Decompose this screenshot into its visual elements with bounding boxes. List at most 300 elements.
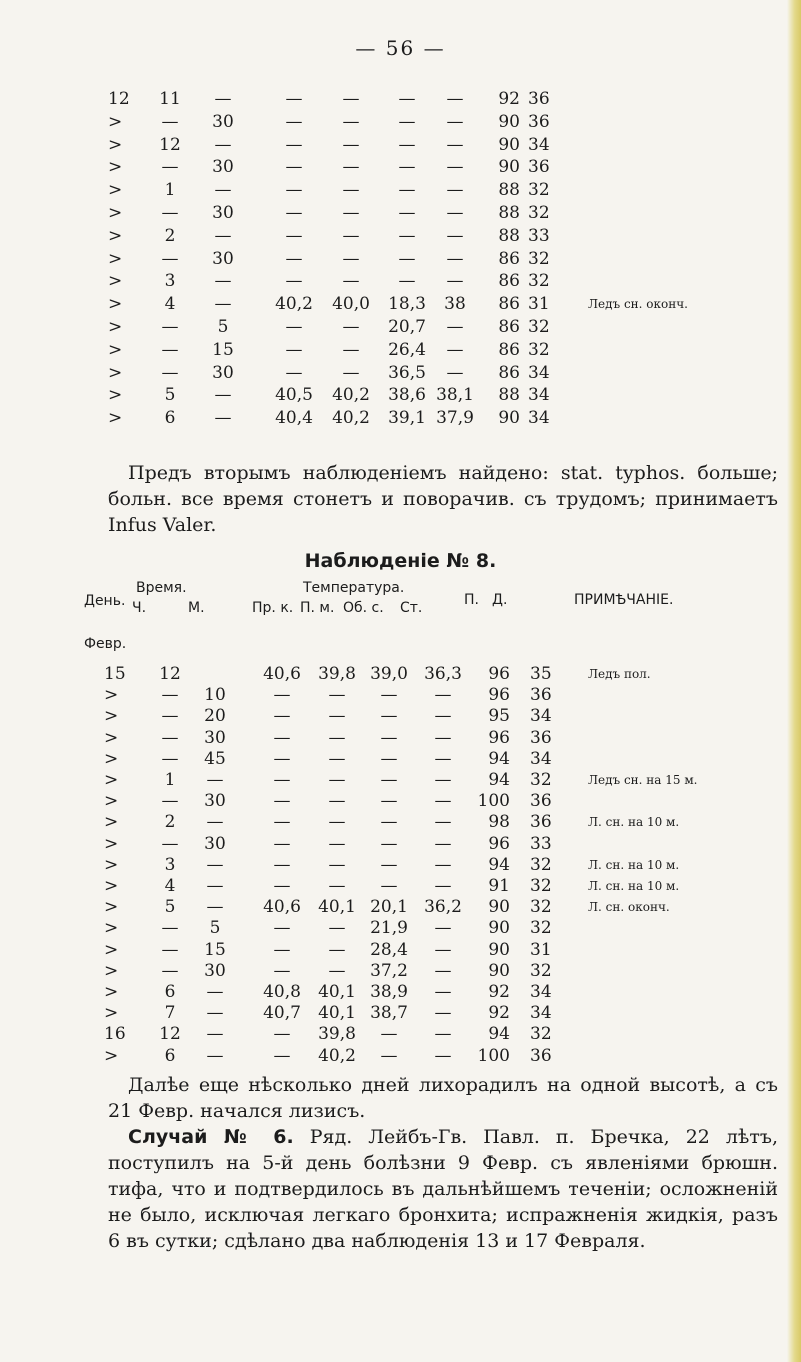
cell-t1: 40,7: [263, 1003, 301, 1024]
cell-dd: 34: [530, 748, 552, 769]
cell-t3: —: [398, 134, 416, 155]
cell-t2: —: [342, 339, 360, 360]
cell-t1: 40,2: [275, 294, 313, 315]
cell-m: 5: [209, 918, 221, 939]
cell-t2: —: [328, 727, 346, 748]
cell-t4: —: [434, 918, 452, 939]
cell-t3: —: [380, 854, 398, 875]
cell-t2: —: [328, 939, 346, 960]
cell-h: —: [161, 748, 179, 769]
cell-m: 20: [204, 706, 226, 727]
cell-t1: —: [273, 854, 291, 875]
cell-t4: —: [434, 876, 452, 896]
cell-d: >: [108, 225, 123, 246]
cell-h: 3: [164, 271, 176, 292]
cell-t4: —: [434, 748, 452, 769]
cell-d: >: [104, 897, 119, 918]
cell-p: 94: [488, 770, 510, 790]
cell-t2: 40,2: [332, 408, 370, 429]
cell-d: >: [108, 157, 123, 178]
cell-m: 30: [212, 157, 234, 178]
cell-t3: 21,9: [370, 918, 408, 939]
cell-h: 1: [164, 770, 176, 790]
cell-p: 86: [498, 248, 520, 269]
cell-d: >: [108, 180, 123, 201]
cell-t3: —: [380, 706, 398, 727]
cell-t3: —: [380, 727, 398, 748]
cell-t3: —: [398, 89, 416, 109]
cell-t2: —: [328, 706, 346, 727]
cell-t3: 38,7: [370, 1003, 408, 1024]
cell-h: —: [161, 203, 179, 223]
cell-t1: 40,5: [275, 385, 313, 406]
cell-t1: —: [285, 362, 303, 383]
cell-t3: 28,4: [370, 939, 408, 960]
header-month: Февр.: [84, 636, 127, 652]
cell-h: —: [161, 960, 179, 981]
cell-h: 5: [164, 385, 176, 406]
cell-h: 7: [164, 1003, 176, 1024]
cell-p: 95: [488, 706, 510, 727]
cell-t1: —: [285, 339, 303, 360]
cell-d: >: [108, 339, 123, 360]
cell-m: —: [206, 897, 224, 918]
cell-t2: 40,1: [318, 982, 356, 1002]
cell-d: >: [104, 939, 119, 960]
cell-t1: —: [285, 157, 303, 178]
cell-t1: —: [273, 876, 291, 896]
cell-t4: —: [446, 225, 464, 246]
cell-p: 86: [498, 362, 520, 383]
cell-d: >: [108, 362, 123, 383]
cell-t1: —: [273, 770, 291, 790]
cell-d: >: [104, 685, 119, 706]
cell-m: —: [206, 876, 224, 896]
cell-p: 86: [498, 294, 520, 315]
header-foot: Ст.: [400, 600, 423, 616]
cell-p: 96: [488, 685, 510, 706]
cell-t1: —: [285, 111, 303, 132]
cell-p: 94: [488, 1024, 510, 1045]
cell-t2: —: [342, 111, 360, 132]
cell-dd: 32: [528, 317, 550, 337]
cell-d: >: [104, 833, 119, 854]
cell-d: >: [108, 385, 123, 406]
cell-p: 86: [498, 339, 520, 360]
cell-m: 30: [212, 248, 234, 269]
cell-t2: —: [328, 812, 346, 833]
cell-dd: 34: [530, 982, 552, 1002]
cell-p: 86: [498, 317, 520, 337]
cell-t4: —: [446, 157, 464, 178]
header-respiration: Д.: [492, 592, 508, 608]
cell-t3: —: [380, 833, 398, 854]
cell-h: —: [161, 339, 179, 360]
header-note: ПРИМѢЧАНІЕ.: [574, 592, 674, 608]
cell-dd: 32: [530, 770, 552, 790]
cell-t2: —: [342, 203, 360, 223]
cell-dd: 33: [530, 833, 552, 854]
cell-t4: —: [434, 1003, 452, 1024]
cell-t3: —: [380, 1024, 398, 1045]
cell-m: —: [206, 1024, 224, 1045]
cell-t4: —: [434, 854, 452, 875]
cell-t4: 37,9: [436, 408, 474, 429]
cell-m: 30: [204, 960, 226, 981]
cell-t2: —: [328, 960, 346, 981]
cell-h: 3: [164, 854, 176, 875]
cell-dd: 34: [528, 385, 550, 406]
cell-t3: 20,1: [370, 897, 408, 918]
cell-t4: 38: [444, 294, 466, 315]
cell-p: 96: [488, 727, 510, 748]
cell-m: 30: [204, 727, 226, 748]
cell-m: —: [206, 812, 224, 833]
cell-t1: —: [285, 271, 303, 292]
header-minutes: М.: [188, 600, 205, 616]
cell-p: 100: [477, 791, 510, 812]
cell-d: 12: [108, 89, 130, 109]
cell-h: —: [161, 362, 179, 383]
cell-m: —: [206, 982, 224, 1002]
cell-t4: —: [446, 111, 464, 132]
cell-t1: —: [273, 939, 291, 960]
cell-d: >: [108, 134, 123, 155]
cell-t2: —: [328, 918, 346, 939]
cell-t2: —: [328, 748, 346, 769]
page-edge: [787, 0, 801, 1362]
cell-h: —: [161, 111, 179, 132]
cell-t2: 40,0: [332, 294, 370, 315]
cell-t4: —: [446, 339, 464, 360]
cell-dd: 32: [530, 960, 552, 981]
cell-h: 4: [164, 294, 176, 315]
cell-t4: —: [446, 180, 464, 201]
cell-t3: —: [380, 1045, 398, 1066]
cell-h: 12: [159, 1024, 181, 1045]
observation-heading: Наблюденіе № 8.: [304, 550, 497, 572]
cell-h: —: [161, 791, 179, 812]
cell-t4: —: [446, 134, 464, 155]
cell-h: 1: [164, 180, 176, 201]
cell-t2: —: [342, 271, 360, 292]
cell-dd: 34: [528, 134, 550, 155]
cell-d: >: [108, 317, 123, 337]
cell-h: 12: [159, 664, 181, 684]
cell-h: —: [161, 833, 179, 854]
cell-p: 88: [498, 203, 520, 223]
cell-dd: 32: [528, 248, 550, 269]
cell-m: —: [214, 89, 232, 109]
cell-t2: —: [342, 225, 360, 246]
cell-t1: 40,6: [263, 664, 301, 684]
cell-d: >: [104, 982, 119, 1002]
cell-t4: —: [434, 960, 452, 981]
cell-p: 100: [477, 1045, 510, 1066]
cell-t4: 38,1: [436, 385, 474, 406]
cell-dd: 32: [528, 339, 550, 360]
cell-dd: 32: [530, 1024, 552, 1045]
cell-p: 88: [498, 225, 520, 246]
cell-t2: —: [342, 248, 360, 269]
cell-p: 94: [488, 854, 510, 875]
header-pulse: П.: [464, 592, 479, 608]
header-axilla: П. м.: [300, 600, 335, 616]
cell-d: >: [108, 294, 123, 315]
cell-t1: —: [273, 791, 291, 812]
cell-d: >: [108, 408, 123, 429]
cell-p: 88: [498, 180, 520, 201]
cell-t2: 39,8: [318, 1024, 356, 1045]
cell-dd: 31: [530, 939, 552, 960]
cell-n: Л. сн. оконч.: [588, 900, 670, 915]
cell-p: 92: [488, 1003, 510, 1024]
cell-t2: —: [342, 89, 360, 109]
cell-t2: 40,2: [332, 385, 370, 406]
cell-dd: 32: [530, 876, 552, 896]
cell-t1: 40,4: [275, 408, 313, 429]
cell-p: 88: [498, 385, 520, 406]
cell-t2: —: [328, 685, 346, 706]
cell-t4: 36,2: [424, 897, 462, 918]
cell-t1: —: [285, 317, 303, 337]
cell-d: >: [104, 706, 119, 727]
cell-t1: —: [273, 706, 291, 727]
cell-p: 90: [488, 960, 510, 981]
cell-m: 30: [204, 833, 226, 854]
cell-t3: —: [398, 180, 416, 201]
cell-t3: 26,4: [388, 339, 426, 360]
cell-h: 6: [164, 408, 176, 429]
cell-t3: —: [380, 748, 398, 769]
cell-t1: —: [285, 225, 303, 246]
cell-p: 90: [488, 897, 510, 918]
cell-d: >: [108, 271, 123, 292]
cell-t2: 39,8: [318, 664, 356, 684]
cell-dd: 34: [528, 408, 550, 429]
cell-t3: 38,9: [370, 982, 408, 1002]
cell-d: >: [104, 727, 119, 748]
cell-m: —: [206, 1003, 224, 1024]
cell-h: 4: [164, 876, 176, 896]
cell-dd: 32: [528, 271, 550, 292]
cell-n: Ледъ пол.: [588, 667, 651, 681]
cell-m: —: [214, 294, 232, 315]
cell-dd: 32: [528, 180, 550, 201]
cell-t1: —: [285, 203, 303, 223]
cell-t3: —: [398, 111, 416, 132]
cell-d: >: [104, 748, 119, 769]
cell-t1: —: [285, 89, 303, 109]
cell-m: —: [214, 134, 232, 155]
cell-t1: —: [273, 1024, 291, 1045]
cell-dd: 36: [530, 685, 552, 706]
cell-t1: —: [285, 180, 303, 201]
cell-dd: 36: [530, 727, 552, 748]
cell-p: 98: [488, 812, 510, 833]
cell-h: —: [161, 317, 179, 337]
cell-dd: 34: [528, 362, 550, 383]
cell-h: 6: [164, 1045, 176, 1066]
cell-t4: 36,3: [424, 664, 462, 684]
cell-t1: 40,6: [263, 897, 301, 918]
cell-h: —: [161, 727, 179, 748]
cell-p: 92: [498, 89, 520, 109]
cell-t3: —: [380, 770, 398, 790]
cell-t3: —: [380, 876, 398, 896]
cell-dd: 36: [528, 89, 550, 109]
cell-dd: 33: [528, 225, 550, 246]
cell-t2: 40,1: [318, 897, 356, 918]
header-day: День.: [84, 593, 126, 609]
cell-t4: —: [434, 1024, 452, 1045]
cell-p: 94: [488, 748, 510, 769]
cell-h: 11: [159, 89, 181, 109]
cell-t1: —: [273, 960, 291, 981]
cell-dd: 35: [530, 664, 552, 684]
cell-h: —: [161, 248, 179, 269]
cell-p: 90: [498, 157, 520, 178]
cell-dd: 32: [528, 203, 550, 223]
paragraph-observation-note: Предъ вторымъ наблюденіемъ найдено: stat. typhos. больше; больн. все время стонетъ и поворачив. съ трудомъ; принимаетъ Infus Valer.: [108, 462, 778, 536]
cell-dd: 36: [530, 812, 552, 833]
cell-h: —: [161, 706, 179, 727]
case-text: Ряд. Лейбъ-Гв. Павл. п. Бречка, 22 лѣтъ, поступилъ на 5-й день болѣзни 9 Февр. съ явленіями брюшн. тифа, что и подтвердилось въ дальнѣйшемъ теченіи; осложненій не было, исключая легкаго бронхита; испражненія жидкія, разъ 6 въ сутки; сдѣлано два наблюденія 13 и 17 Февраля.: [108, 1126, 779, 1252]
cell-dd: 34: [530, 706, 552, 727]
cell-t3: 18,3: [388, 294, 426, 315]
cell-t3: 36,5: [388, 362, 426, 383]
cell-n: Ледъ сн. оконч.: [588, 297, 688, 312]
cell-t3: —: [380, 812, 398, 833]
cell-t4: —: [434, 982, 452, 1002]
cell-d: >: [104, 876, 119, 896]
cell-n: Л. сн. на 10 м.: [588, 815, 680, 830]
cell-t2: —: [342, 362, 360, 383]
cell-m: —: [206, 854, 224, 875]
cell-h: —: [161, 685, 179, 706]
cell-t4: —: [434, 727, 452, 748]
cell-t3: —: [380, 685, 398, 706]
cell-d: >: [104, 854, 119, 875]
cell-m: —: [214, 271, 232, 292]
cell-t1: —: [273, 727, 291, 748]
cell-t2: —: [342, 157, 360, 178]
cell-h: —: [161, 918, 179, 939]
cell-h: 2: [164, 812, 176, 833]
cell-n: Л. сн. на 10 м.: [588, 857, 680, 872]
cell-m: 15: [204, 939, 226, 960]
cell-d: 15: [104, 664, 126, 684]
cell-h: —: [161, 939, 179, 960]
cell-t4: —: [434, 685, 452, 706]
cell-t4: —: [434, 939, 452, 960]
cell-t3: —: [398, 203, 416, 223]
cell-t1: 40,8: [263, 982, 301, 1002]
cell-t2: 40,2: [318, 1045, 356, 1066]
cell-m: —: [214, 180, 232, 201]
cell-m: 30: [212, 203, 234, 223]
cell-m: 5: [217, 317, 229, 337]
header-hours: Ч.: [132, 600, 147, 616]
cell-dd: 34: [530, 1003, 552, 1024]
cell-d: >: [104, 960, 119, 981]
cell-m: 30: [204, 791, 226, 812]
cell-d: >: [104, 918, 119, 939]
cell-d: >: [104, 1003, 119, 1024]
cell-m: —: [206, 770, 224, 790]
cell-p: 90: [498, 408, 520, 429]
cell-t4: —: [434, 770, 452, 790]
cell-t4: —: [434, 1045, 452, 1066]
cell-p: 90: [498, 134, 520, 155]
cell-t3: 20,7: [388, 317, 426, 337]
cell-t4: —: [446, 362, 464, 383]
cell-dd: 31: [528, 294, 550, 315]
cell-dd: 36: [530, 1045, 552, 1066]
cell-dd: 36: [530, 791, 552, 812]
cell-t4: —: [446, 248, 464, 269]
cell-t3: —: [380, 791, 398, 812]
cell-h: 6: [164, 982, 176, 1002]
cell-h: 2: [164, 225, 176, 246]
header-time: Время.: [136, 580, 187, 596]
cell-t4: —: [434, 812, 452, 833]
cell-t1: —: [273, 833, 291, 854]
cell-d: >: [104, 770, 119, 790]
cell-t1: —: [273, 748, 291, 769]
cell-t3: 39,1: [388, 408, 426, 429]
cell-t4: —: [446, 271, 464, 292]
cell-t4: —: [434, 791, 452, 812]
cell-d: >: [108, 203, 123, 223]
header-temperature: Температура.: [303, 580, 405, 596]
cell-p: 90: [488, 918, 510, 939]
cell-t1: —: [273, 812, 291, 833]
cell-h: —: [161, 157, 179, 178]
cell-dd: 32: [530, 897, 552, 918]
cell-t2: —: [342, 134, 360, 155]
cell-t1: —: [285, 134, 303, 155]
cell-p: 96: [488, 833, 510, 854]
header-skin: Об. с.: [343, 600, 384, 616]
cell-m: —: [206, 1045, 224, 1066]
cell-m: —: [214, 408, 232, 429]
cell-t2: —: [342, 180, 360, 201]
cell-d: >: [108, 111, 123, 132]
cell-p: 90: [498, 111, 520, 132]
header-rectal: Пр. к.: [252, 600, 294, 616]
cell-d: >: [108, 248, 123, 269]
cell-t2: —: [328, 854, 346, 875]
cell-m: 30: [212, 111, 234, 132]
cell-d: 16: [104, 1024, 126, 1045]
cell-t1: —: [285, 248, 303, 269]
cell-m: 30: [212, 362, 234, 383]
cell-dd: 32: [530, 854, 552, 875]
cell-h: 5: [164, 897, 176, 918]
cell-dd: 36: [528, 157, 550, 178]
cell-t3: 38,6: [388, 385, 426, 406]
cell-t3: —: [398, 248, 416, 269]
cell-p: 92: [488, 982, 510, 1002]
cell-t2: —: [342, 317, 360, 337]
cell-t1: —: [273, 918, 291, 939]
cell-t1: —: [273, 1045, 291, 1066]
cell-m: —: [214, 225, 232, 246]
cell-n: Л. сн. на 10 м.: [588, 879, 680, 893]
cell-t1: —: [273, 685, 291, 706]
cell-t2: —: [328, 833, 346, 854]
